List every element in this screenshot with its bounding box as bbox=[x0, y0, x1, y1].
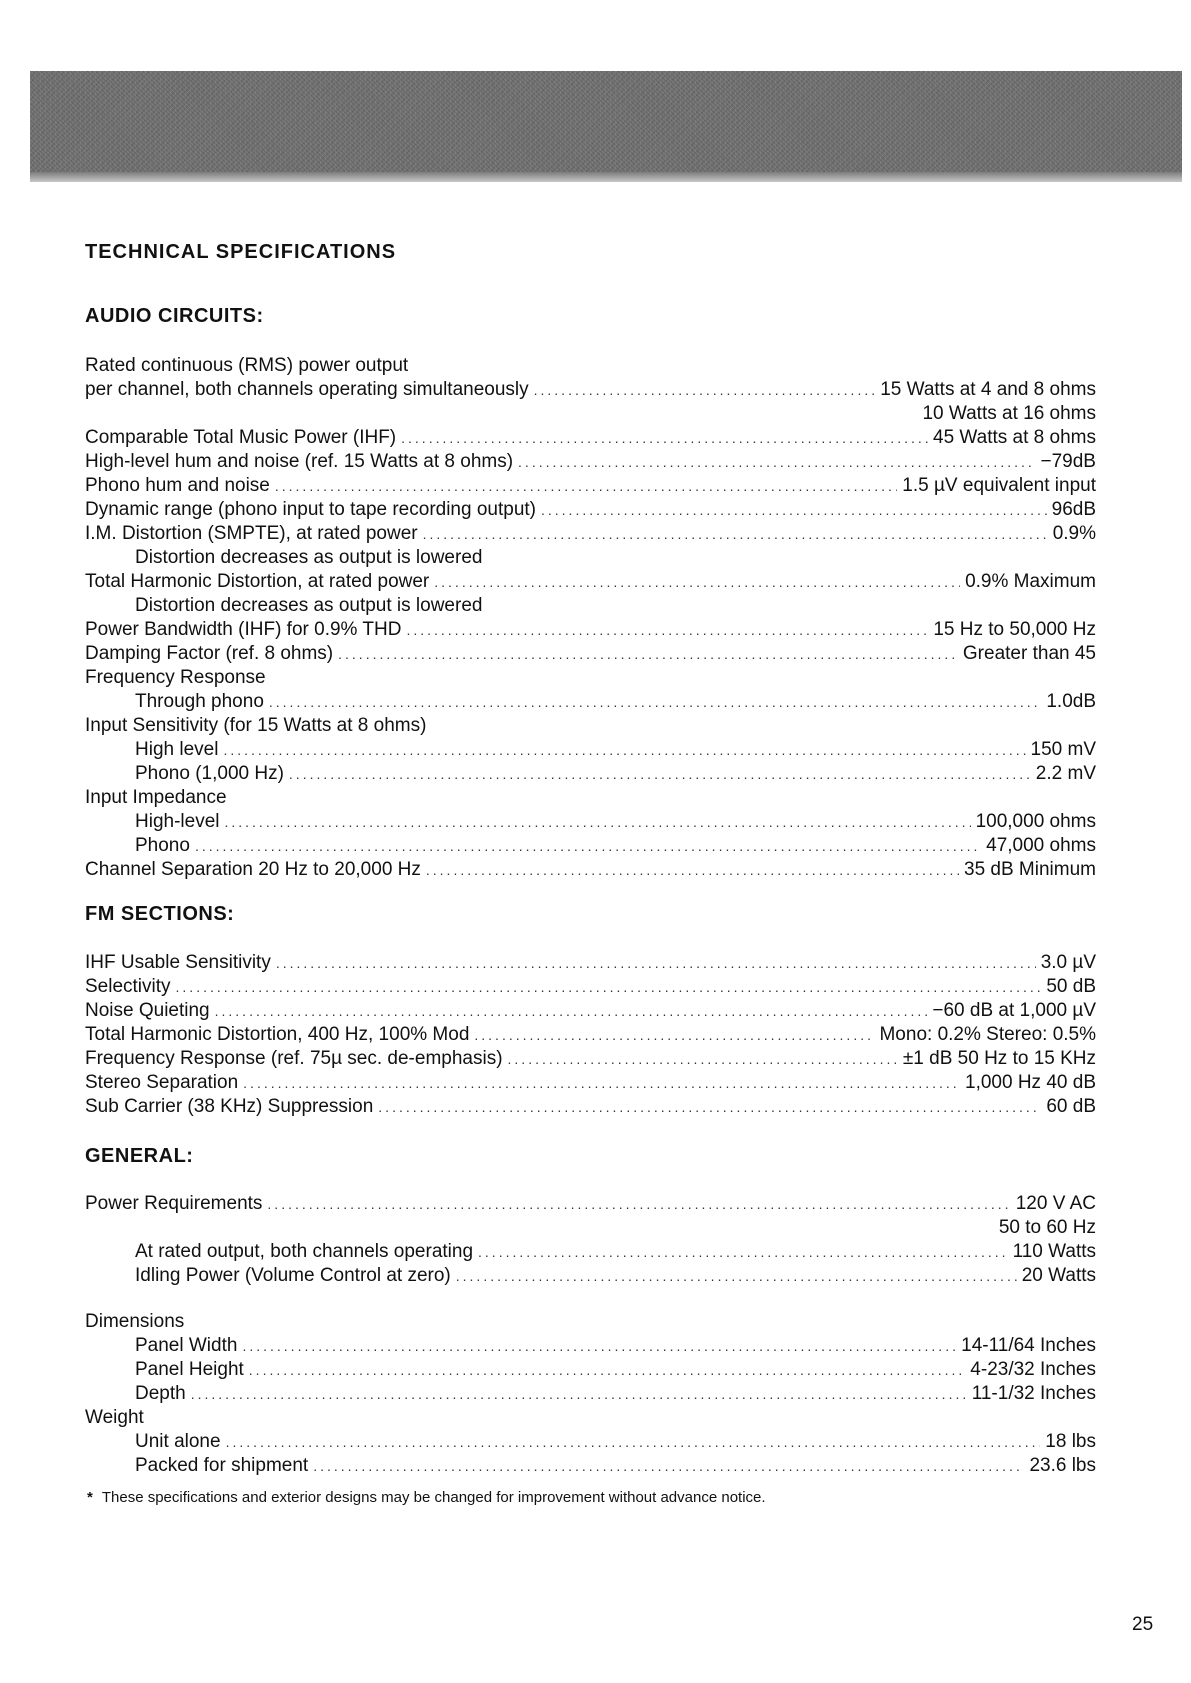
spec-label: Channel Separation 20 Hz to 20,000 Hz bbox=[85, 859, 421, 880]
spec-label: Dynamic range (phono input to tape recording output) bbox=[85, 499, 536, 520]
spec-label: Phono (1,000 Hz) bbox=[135, 763, 284, 784]
spec-value: 1,000 Hz 40 dB bbox=[965, 1072, 1096, 1093]
spec-row bbox=[85, 1095, 1096, 1119]
footnote-text: These specifications and exterior designs may be changed for improvement without advance notice. bbox=[101, 1489, 766, 1506]
dot-leader bbox=[378, 1095, 1041, 1119]
spec-row bbox=[85, 1310, 1096, 1334]
spec-value: −79dB bbox=[1040, 451, 1096, 472]
spec-label: Sub Carrier (38 KHz) Suppression bbox=[85, 1096, 374, 1117]
dot-leader bbox=[541, 498, 1047, 522]
spec-row bbox=[85, 1071, 1096, 1095]
spec-label: Total Harmonic Distortion, at rated power bbox=[85, 571, 430, 592]
dot-leader bbox=[423, 522, 1048, 546]
spec-row bbox=[85, 666, 1096, 690]
dot-leader bbox=[242, 1334, 956, 1358]
spec-row bbox=[85, 1240, 1096, 1264]
section-heading-general: GENERAL: bbox=[85, 1145, 194, 1167]
spec-value: 0.9% bbox=[1052, 523, 1096, 544]
spec-label: Phono hum and noise bbox=[85, 475, 270, 496]
spec-label: Total Harmonic Distortion, 400 Hz, 100% Mod bbox=[85, 1024, 470, 1045]
dot-leader bbox=[456, 1264, 1017, 1288]
spec-value: 50 dB bbox=[1046, 976, 1096, 997]
dot-leader bbox=[401, 426, 928, 450]
spec-label: Unit alone bbox=[135, 1431, 221, 1452]
spec-row bbox=[85, 522, 1096, 546]
spec-value: 2.2 mV bbox=[1035, 763, 1096, 784]
spec-value: 150 mV bbox=[1030, 739, 1096, 760]
spec-row bbox=[85, 546, 1096, 570]
spec-label: At rated output, both channels operating bbox=[135, 1241, 474, 1262]
dot-leader bbox=[518, 450, 1035, 474]
spec-label: Frequency Response (ref. 75µ sec. de-emphasis) bbox=[85, 1048, 503, 1069]
dot-leader bbox=[226, 1430, 1041, 1454]
spec-label: Distortion decreases as output is lowered bbox=[135, 595, 483, 616]
audio-spec-list bbox=[85, 354, 1096, 882]
dot-leader bbox=[215, 999, 928, 1023]
spec-label: Comparable Total Music Power (IHF) bbox=[85, 427, 397, 448]
dot-leader bbox=[276, 951, 1036, 975]
spec-row bbox=[85, 426, 1096, 450]
spec-value: 50 to 60 Hz bbox=[998, 1217, 1096, 1238]
spec-row bbox=[85, 810, 1096, 834]
page-title: TECHNICAL SPECIFICATIONS bbox=[85, 241, 397, 263]
spec-label: Noise Quieting bbox=[85, 1000, 210, 1021]
spec-value: 45 Watts at 8 ohms bbox=[933, 427, 1096, 448]
spec-value: 10 Watts at 16 ohms bbox=[922, 403, 1096, 424]
spec-row bbox=[85, 474, 1096, 498]
dot-leader bbox=[191, 1382, 967, 1406]
page-number: 25 bbox=[1132, 1614, 1154, 1635]
dot-leader bbox=[243, 1071, 960, 1095]
spec-row bbox=[85, 858, 1096, 882]
spec-label: Packed for shipment bbox=[135, 1455, 309, 1476]
fm-spec-list bbox=[85, 951, 1096, 1119]
spec-row bbox=[85, 1216, 1096, 1240]
spec-row bbox=[85, 1047, 1096, 1071]
spec-row bbox=[85, 975, 1096, 999]
spec-label: Power Requirements bbox=[85, 1193, 263, 1214]
dot-leader bbox=[224, 810, 970, 834]
spec-row bbox=[85, 714, 1096, 738]
section-heading-audio: AUDIO CIRCUITS: bbox=[85, 305, 264, 327]
spec-row bbox=[85, 1454, 1096, 1478]
spec-row bbox=[85, 1334, 1096, 1358]
dot-leader bbox=[249, 1358, 966, 1382]
spec-label: per channel, both channels operating simultaneously bbox=[85, 379, 529, 400]
spec-label: IHF Usable Sensitivity bbox=[85, 952, 271, 973]
spec-value: 100,000 ohms bbox=[975, 811, 1096, 832]
dot-leader bbox=[534, 378, 876, 402]
dot-leader bbox=[478, 1240, 1008, 1264]
spec-value: 110 Watts bbox=[1012, 1241, 1096, 1262]
spec-value: 120 V AC bbox=[1015, 1193, 1096, 1214]
spec-value: 3.0 µV bbox=[1040, 952, 1096, 973]
spec-label: Selectivity bbox=[85, 976, 171, 997]
spec-row bbox=[85, 999, 1096, 1023]
spec-value: 1.0dB bbox=[1046, 691, 1096, 712]
spec-value: ±1 dB 50 Hz to 15 KHz bbox=[902, 1048, 1096, 1069]
dot-leader bbox=[269, 690, 1041, 714]
spec-label: Power Bandwidth (IHF) for 0.9% THD bbox=[85, 619, 402, 640]
spec-label: High level bbox=[135, 739, 219, 760]
general-spec-list bbox=[85, 1192, 1096, 1478]
spec-row bbox=[85, 1264, 1096, 1288]
spec-value: Greater than 45 bbox=[962, 643, 1096, 664]
spec-label: Stereo Separation bbox=[85, 1072, 239, 1093]
spec-value: 4-23/32 Inches bbox=[970, 1359, 1096, 1380]
dot-leader bbox=[406, 618, 928, 642]
spec-value: 18 lbs bbox=[1045, 1431, 1096, 1452]
spec-label: Damping Factor (ref. 8 ohms) bbox=[85, 643, 334, 664]
spec-row bbox=[85, 570, 1096, 594]
spec-label: High-level bbox=[135, 811, 220, 832]
spec-row bbox=[85, 1358, 1096, 1382]
spec-value: 47,000 ohms bbox=[986, 835, 1096, 856]
dot-leader bbox=[508, 1047, 898, 1071]
footnote-marker: * bbox=[87, 1489, 93, 1506]
spec-label: I.M. Distortion (SMPTE), at rated power bbox=[85, 523, 418, 544]
spec-value: 23.6 lbs bbox=[1029, 1455, 1096, 1476]
spec-value: 14-11/64 Inches bbox=[961, 1335, 1096, 1356]
spec-value: 1.5 µV equivalent input bbox=[902, 475, 1096, 496]
spec-value: 35 dB Minimum bbox=[964, 859, 1096, 880]
footnote bbox=[87, 1489, 766, 1506]
spec-label: Panel Height bbox=[135, 1359, 244, 1380]
spec-label: Dimensions bbox=[85, 1311, 185, 1332]
dot-leader bbox=[195, 834, 981, 858]
spec-row bbox=[85, 1023, 1096, 1047]
spec-label: Input Sensitivity (for 15 Watts at 8 ohms) bbox=[85, 715, 427, 736]
spec-row bbox=[85, 786, 1096, 810]
row-spacer bbox=[85, 1288, 1096, 1310]
spec-row bbox=[85, 834, 1096, 858]
spec-row bbox=[85, 762, 1096, 786]
spec-value: Mono: 0.2% Stereo: 0.5% bbox=[879, 1024, 1096, 1045]
spec-row bbox=[85, 498, 1096, 522]
spec-value: 15 Watts at 4 and 8 ohms bbox=[880, 379, 1096, 400]
dot-leader bbox=[426, 858, 959, 882]
spec-label: Distortion decreases as output is lowered bbox=[135, 547, 483, 568]
spec-value: 15 Hz to 50,000 Hz bbox=[933, 619, 1096, 640]
dot-leader bbox=[176, 975, 1042, 999]
dot-leader bbox=[275, 474, 897, 498]
spec-row bbox=[85, 642, 1096, 666]
spec-value: 11-1/32 Inches bbox=[971, 1383, 1096, 1404]
spec-row bbox=[85, 594, 1096, 618]
spec-row bbox=[85, 1192, 1096, 1216]
dot-leader bbox=[434, 570, 960, 594]
spec-label: Depth bbox=[135, 1383, 186, 1404]
dot-leader bbox=[223, 738, 1025, 762]
spec-label: Frequency Response bbox=[85, 667, 266, 688]
spec-label: Weight bbox=[85, 1407, 144, 1428]
spec-row bbox=[85, 1430, 1096, 1454]
spec-row bbox=[85, 951, 1096, 975]
spec-label: Rated continuous (RMS) power output bbox=[85, 355, 409, 376]
spec-row bbox=[85, 378, 1096, 402]
spec-label: Panel Width bbox=[135, 1335, 238, 1356]
spec-row bbox=[85, 618, 1096, 642]
spec-row bbox=[85, 450, 1096, 474]
spec-label: High-level hum and noise (ref. 15 Watts at 8 ohms) bbox=[85, 451, 514, 472]
spec-value: 96dB bbox=[1051, 499, 1096, 520]
spec-label: Idling Power (Volume Control at zero) bbox=[135, 1265, 451, 1286]
spec-row bbox=[85, 690, 1096, 714]
dot-leader bbox=[474, 1023, 874, 1047]
spec-value: 60 dB bbox=[1046, 1096, 1096, 1117]
spec-value: 0.9% Maximum bbox=[965, 571, 1096, 592]
spec-label: Input Impedance bbox=[85, 787, 227, 808]
dot-leader bbox=[267, 1192, 1010, 1216]
dot-leader bbox=[289, 762, 1031, 786]
spec-row bbox=[85, 1382, 1096, 1406]
spec-row bbox=[85, 402, 1096, 426]
section-heading-fm: FM SECTIONS: bbox=[85, 903, 235, 925]
spec-value: −60 dB at 1,000 µV bbox=[932, 1000, 1096, 1021]
spec-row bbox=[85, 738, 1096, 762]
spec-label: Through phono bbox=[135, 691, 264, 712]
header-banner bbox=[30, 71, 1182, 182]
spec-row bbox=[85, 354, 1096, 378]
dot-leader bbox=[313, 1454, 1024, 1478]
spec-label: Phono bbox=[135, 835, 190, 856]
spec-value: 20 Watts bbox=[1021, 1265, 1096, 1286]
spec-row bbox=[85, 1406, 1096, 1430]
dot-leader bbox=[338, 642, 958, 666]
